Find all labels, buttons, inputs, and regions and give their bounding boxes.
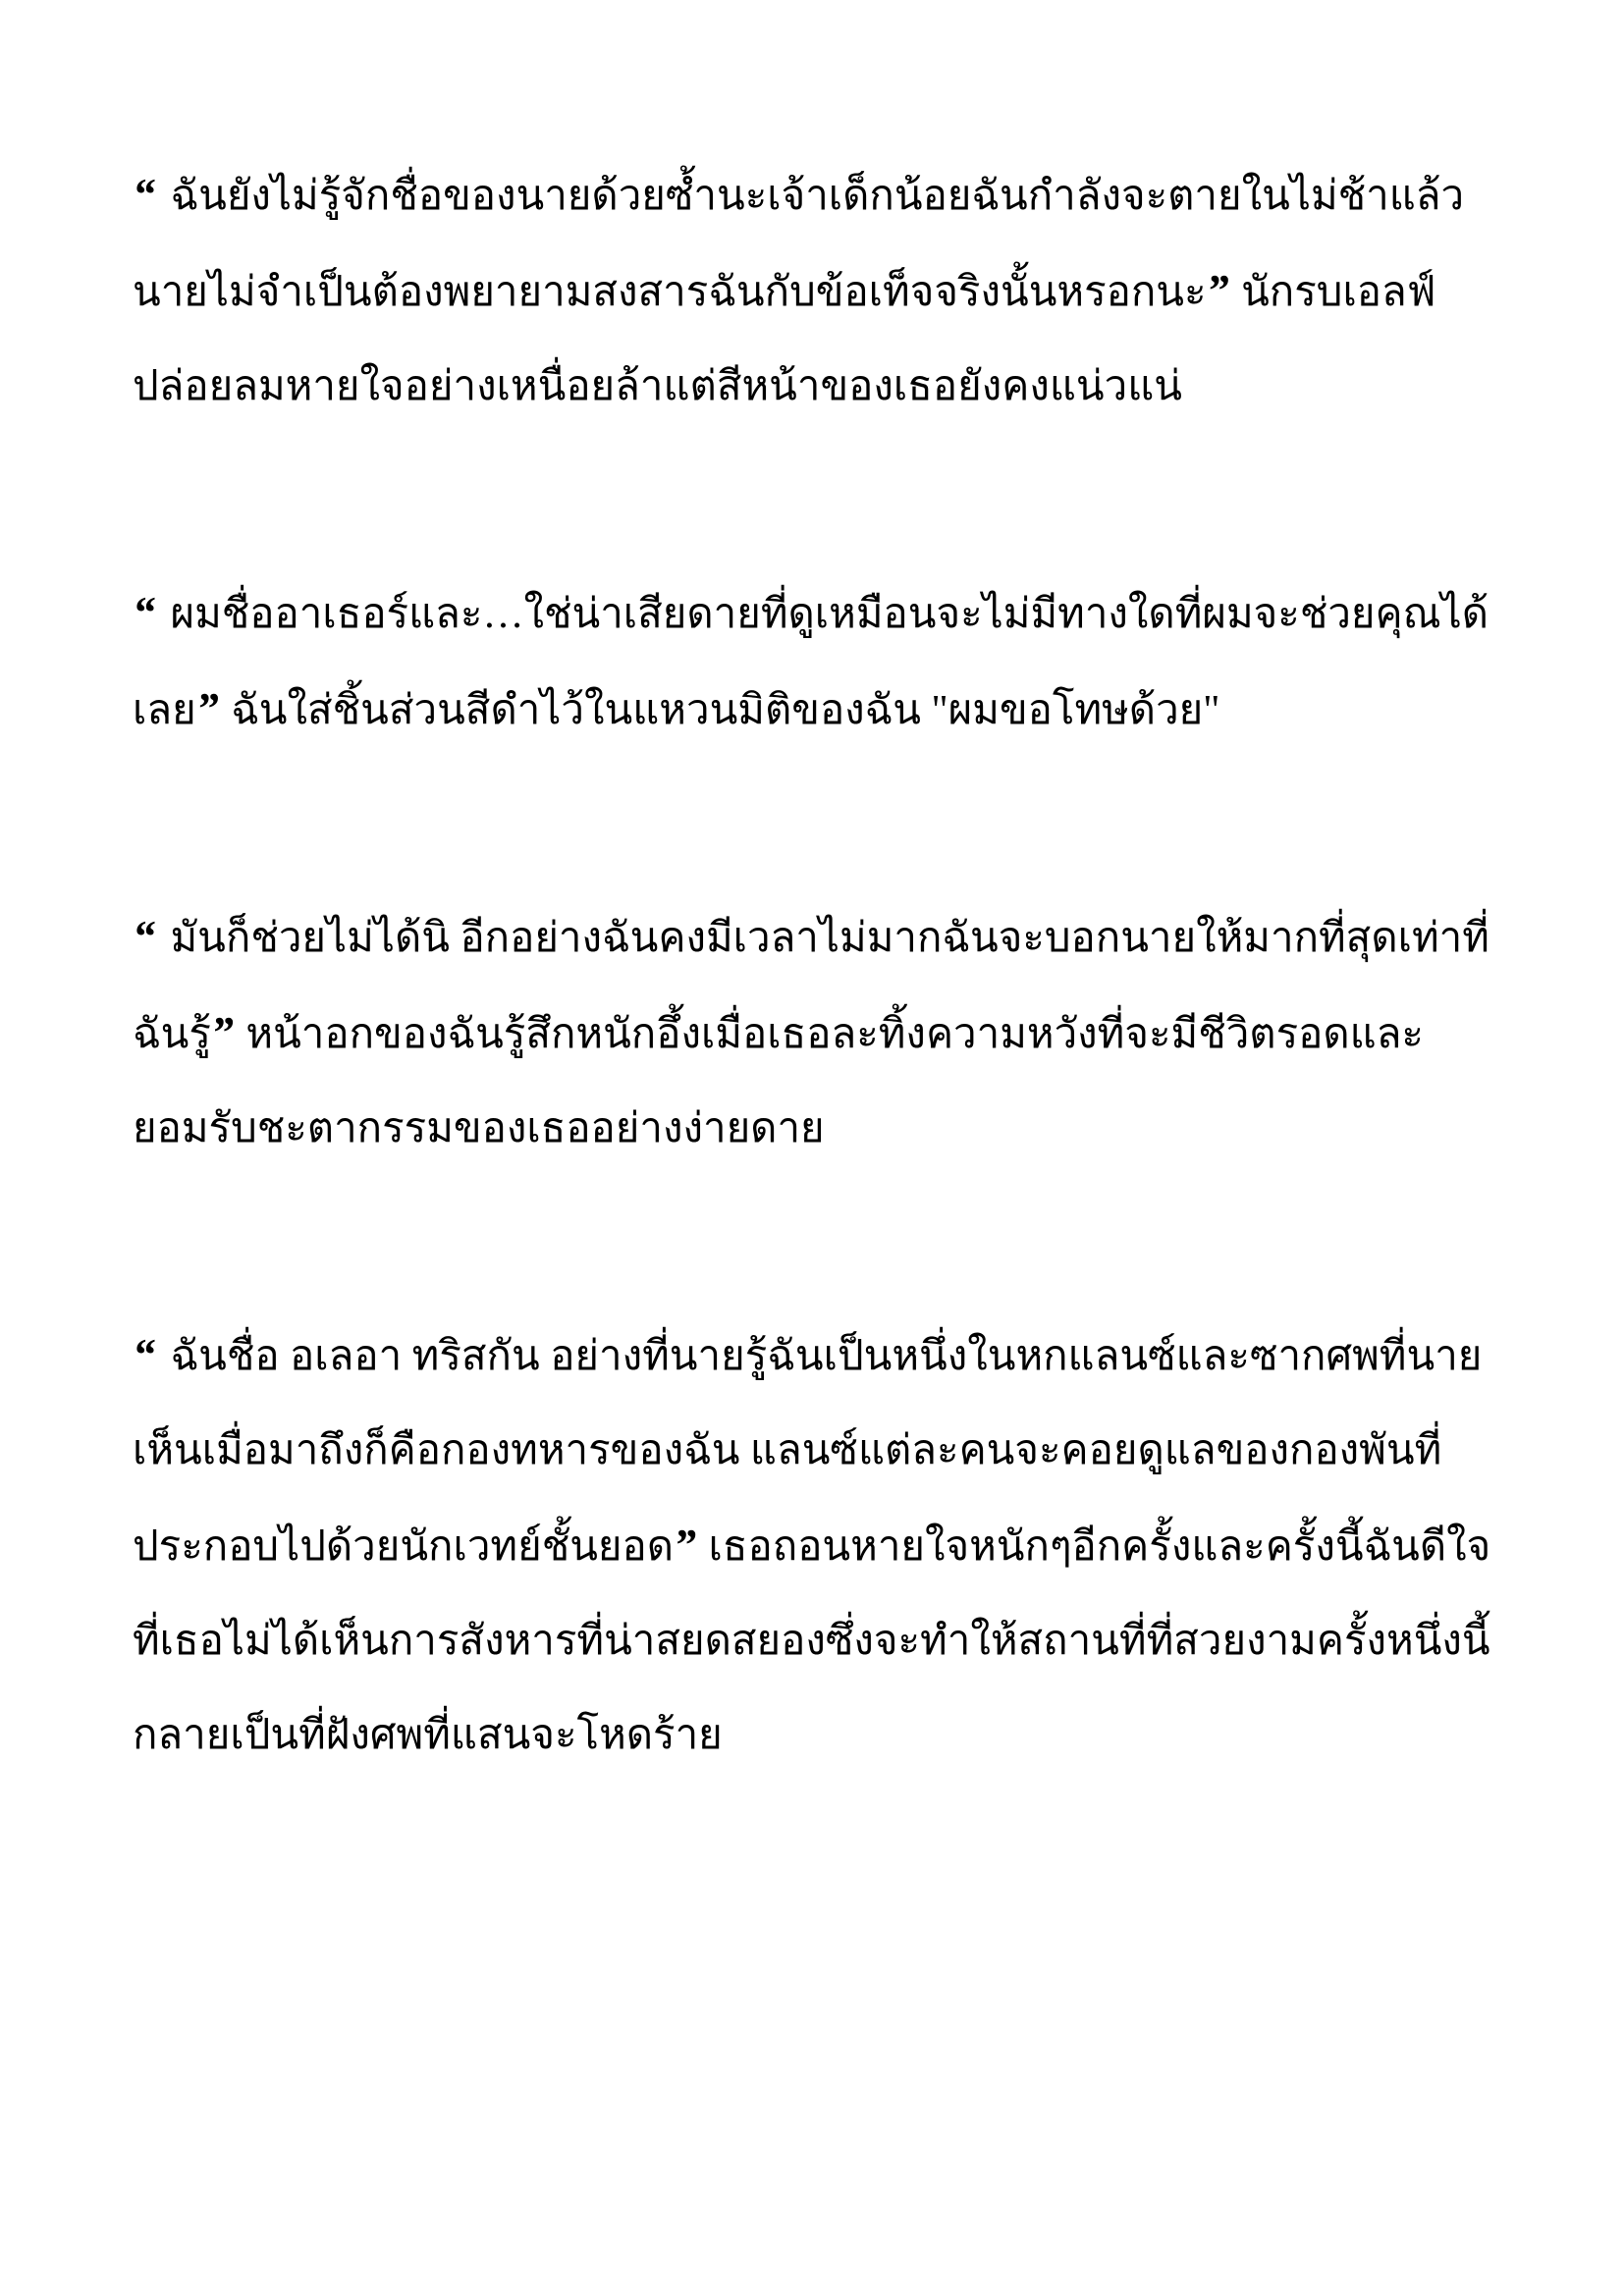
- paragraph-text: หน้าอกของฉันรู้สึกหนักอึ้งเมื่อเธอละทิ้งความหวังที่จะมีชีวิตรอดและยอมรับชะตากรรมของเธออย่างง่ายดาย: [133, 1012, 1424, 1151]
- quote-mark: ”: [195, 683, 221, 733]
- paragraph-text: เธอถอนหายใจหนักๆอีกครั้งและครั้งนี้ฉันดีใจที่เธอไม่ได้เห็นการสังหารที่น่าสยดสยองซึ่งจะทำให้สถานที่ที่สวยงามครั้งหนึ่งนี้กลายเป็นที่ฝังศพที่แสนจะโหดร้าย: [133, 1524, 1491, 1758]
- paragraph: [133, 889, 1498, 1176]
- paragraph: [133, 147, 1498, 434]
- quote-mark: ”: [210, 1007, 236, 1057]
- paragraph-text: นักรบเอลฟ์ปล่อยลมหายใจอย่างเหนื่อยล้าแต่สีหน้าของเธอยังคงแน่วแน่: [133, 270, 1436, 409]
- document-body: [133, 147, 1498, 1783]
- paragraph-text: ฉันใส่ชิ้นส่วนสีดำไว้ในแหวนมิติของฉัน "ผมขอโทษด้วย": [220, 688, 1220, 733]
- quote-mark: “: [133, 169, 171, 219]
- quote-mark: “: [133, 1329, 171, 1379]
- paragraph: [133, 565, 1498, 758]
- paragraph-text: ผมชื่ออาเธอร์และ…ใช่น่าเสียดายที่ดูเหมือนจะไม่มีทางใดที่ผมจะช่วยคุณได้เลย: [133, 592, 1489, 733]
- paragraph-text: ฉันยังไม่รู้จักชื่อของนายด้วยซ้ำนะเจ้าเด็กน้อยฉันกำลังจะตายในไม่ช้าแล้ว นายไม่จำเป็นต้องพยายามสงสารฉันกับข้อเท็จจริงนั้นหรอกนะ: [133, 174, 1465, 315]
- quote-mark: ”: [1206, 265, 1231, 315]
- paragraph-text: ฉันชื่อ อเลอา ทริสกัน อย่างที่นายรู้ฉันเป็นหนึ่งในหกแลนซ์และซากศพที่นายเห็นเมื่อมาถึงก็คือกองทหารของฉัน แลนซ์แต่ละคนจะคอยดูแลของกองพันที่ประกอบไปด้วยนักเวทย์ชั้นยอด: [133, 1334, 1483, 1570]
- quote-mark: ”: [674, 1520, 699, 1570]
- quote-mark: “: [133, 911, 171, 961]
- quote-mark: “: [133, 587, 171, 637]
- paragraph: [133, 1308, 1498, 1783]
- paragraph-text: มันก็ช่วยไม่ได้นิ อีกอย่างฉันคงมีเวลาไม่มากฉันจะบอกนายให้มากที่สุดเท่าที่ฉันรู้: [133, 916, 1489, 1057]
